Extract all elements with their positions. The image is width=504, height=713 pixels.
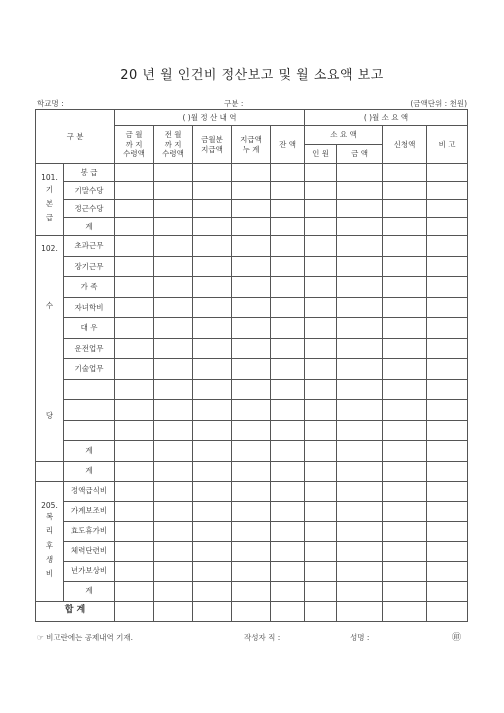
row-label: 체력단련비: [64, 541, 115, 561]
row-label: 기술업무: [64, 359, 115, 380]
row-label: 효도휴가비: [64, 521, 115, 541]
header-last-month-receipt: 전 월 까 지 수령액: [154, 126, 193, 164]
row-label: [64, 400, 115, 421]
group-205-code: 205.: [41, 500, 58, 510]
category-label: 구분 :: [224, 99, 244, 108]
row-label: 대 우: [64, 318, 115, 339]
header-amount: 금 액: [337, 145, 383, 164]
row-label: [64, 379, 115, 400]
group-101-code: 101.: [41, 173, 58, 183]
row-label: 봉 급: [64, 164, 115, 182]
row-label: 가 족: [64, 277, 115, 298]
row-label: 정액급식비: [64, 481, 115, 501]
header-balance: 잔 액: [271, 126, 305, 164]
group-101-name: 기 본 급: [45, 184, 54, 223]
row-label: 년가보상비: [64, 561, 115, 581]
row-label: 장기근무: [64, 256, 115, 277]
row-label: 계: [64, 581, 115, 601]
group-102-label: [36, 236, 64, 462]
header-request: 신청액: [383, 126, 427, 164]
row-label: 계: [64, 218, 115, 236]
form-title: 20 년 월 인건비 정산보고 및 월 소요액 보고: [120, 68, 384, 83]
header-required-amount: 소 요 액: [305, 126, 383, 145]
footer-note: ☞ 비고란에는 공제내역 기재.: [37, 633, 133, 642]
header-this-month-receipt: 금 월 까 지 수령액: [115, 126, 154, 164]
seal-icon: ㊞: [452, 633, 462, 643]
row-label: 가계보조비: [64, 501, 115, 521]
amount-unit-label: (금액단위 : 천원): [410, 99, 467, 108]
row-label: 운전업무: [64, 338, 115, 359]
row-label: [64, 420, 115, 441]
grand-total-label: 합 계: [36, 601, 115, 621]
header-month-paid: 금월분 지급액: [193, 126, 232, 164]
row-label: 초과근무: [64, 236, 115, 257]
name-label: 성명 :: [350, 633, 370, 642]
row-label: 정근수당: [64, 200, 115, 218]
group-205-label: [36, 481, 64, 601]
group-102-name-top: 수: [45, 301, 54, 311]
group-102-code: 102.: [41, 244, 58, 253]
writer-label: 작성자 직 :: [244, 633, 281, 642]
header-note: 비 고: [427, 126, 468, 164]
settlement-table: [35, 109, 468, 622]
group-101-label: [36, 164, 64, 236]
row-label: 계: [64, 461, 115, 481]
group-102-name-bottom: 당: [45, 410, 54, 420]
row-label: 계: [64, 441, 115, 462]
school-name-label: 학교명 :: [37, 99, 64, 108]
row-label: 기말수당: [64, 182, 115, 200]
header-required: ( )월 소 요 액: [305, 110, 468, 126]
header-people: 인 원: [305, 145, 337, 164]
header-gubun: 구 분: [36, 110, 115, 164]
group-205-name: 복 리 후 생 비: [45, 512, 54, 579]
header-settlement: ( )월 정 산 내 역: [115, 110, 305, 126]
row-label: 자녀학비: [64, 297, 115, 318]
header-paid-total: 지급액 누 계: [232, 126, 271, 164]
